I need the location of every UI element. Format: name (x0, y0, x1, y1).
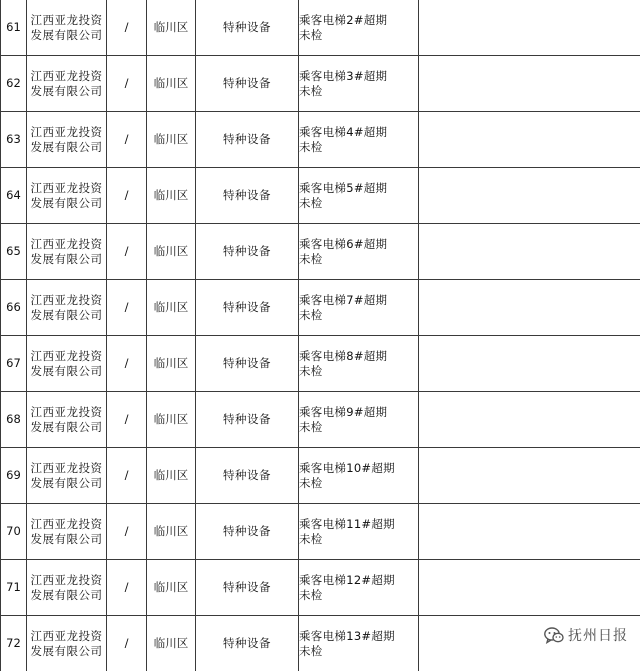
district-cell: 临川区 (147, 504, 196, 560)
company-cell (27, 168, 107, 224)
district-cell: 临川区 (147, 56, 196, 112)
table-row (1, 392, 640, 448)
slash-cell: / (107, 0, 147, 56)
company-name-line: 发展有限公司 (30, 27, 103, 42)
district-cell: 临川区 (147, 0, 196, 56)
empty-cell (419, 392, 640, 448)
row-number-cell: 70 (1, 504, 27, 560)
district-cell: 临川区 (147, 448, 196, 504)
table-row (1, 560, 640, 616)
problem-cell (299, 168, 419, 224)
problem-cell (299, 280, 419, 336)
empty-cell (419, 560, 640, 616)
row-number-cell: 65 (1, 224, 27, 280)
company-name-line: 发展有限公司 (30, 475, 103, 490)
problem-cell (299, 0, 419, 56)
slash-cell: / (107, 616, 147, 671)
company-cell (27, 0, 107, 56)
table-row (1, 280, 640, 336)
company-name-line: 发展有限公司 (30, 139, 103, 154)
company-name-line: 江西亚龙投资 (30, 516, 103, 531)
slash-cell: / (107, 448, 147, 504)
row-number-cell: 69 (1, 448, 27, 504)
empty-cell (419, 0, 640, 56)
category-cell: 特种设备 (196, 224, 299, 280)
slash-cell: / (107, 56, 147, 112)
company-name-line: 江西亚龙投资 (30, 68, 103, 83)
watermark-text: 抚州日报 (568, 627, 628, 643)
problem-cell (299, 504, 419, 560)
problem-text-line: 乘客电梯7#超期 (299, 292, 388, 307)
problem-text-line: 未检 (299, 587, 323, 602)
problem-cell (299, 112, 419, 168)
table-row (1, 504, 640, 560)
row-number-cell: 68 (1, 392, 27, 448)
problem-cell (299, 224, 419, 280)
problem-cell (299, 56, 419, 112)
slash-cell: / (107, 336, 147, 392)
company-cell (27, 504, 107, 560)
problem-cell (299, 560, 419, 616)
category-cell: 特种设备 (196, 112, 299, 168)
problem-text-line: 乘客电梯10#超期 (299, 460, 395, 475)
problem-text-line: 未检 (299, 363, 323, 378)
district-cell: 临川区 (147, 168, 196, 224)
category-cell: 特种设备 (196, 168, 299, 224)
company-name-line: 发展有限公司 (30, 307, 103, 322)
category-cell: 特种设备 (196, 616, 299, 671)
slash-cell: / (107, 224, 147, 280)
problem-text-line: 乘客电梯8#超期 (299, 348, 388, 363)
problem-text-line: 乘客电梯9#超期 (299, 404, 388, 419)
category-cell: 特种设备 (196, 504, 299, 560)
slash-cell: / (107, 560, 147, 616)
problem-text-line: 未检 (299, 643, 323, 658)
watermark (540, 623, 632, 647)
problem-text-line: 乘客电梯2#超期 (299, 12, 388, 27)
problem-cell (299, 448, 419, 504)
company-name-line: 江西亚龙投资 (30, 180, 103, 195)
row-number-cell: 61 (1, 0, 27, 56)
company-cell (27, 224, 107, 280)
category-cell: 特种设备 (196, 280, 299, 336)
category-cell: 特种设备 (196, 0, 299, 56)
company-name-line: 发展有限公司 (30, 419, 103, 434)
category-cell: 特种设备 (196, 56, 299, 112)
company-name-line: 江西亚龙投资 (30, 236, 103, 251)
district-cell: 临川区 (147, 224, 196, 280)
table-row (1, 168, 640, 224)
empty-cell (419, 56, 640, 112)
company-name-line: 发展有限公司 (30, 363, 103, 378)
company-name-line: 江西亚龙投资 (30, 124, 103, 139)
table-row (1, 224, 640, 280)
problem-cell (299, 616, 419, 671)
category-cell: 特种设备 (196, 336, 299, 392)
district-cell: 临川区 (147, 616, 196, 671)
district-cell: 临川区 (147, 336, 196, 392)
problem-text-line: 乘客电梯6#超期 (299, 236, 388, 251)
table-row (1, 56, 640, 112)
problem-text-line: 未检 (299, 475, 323, 490)
district-cell: 临川区 (147, 560, 196, 616)
table-row (1, 0, 640, 56)
problem-text-line: 乘客电梯13#超期 (299, 628, 395, 643)
company-name-line: 江西亚龙投资 (30, 572, 103, 587)
problem-text-line: 未检 (299, 531, 323, 546)
wechat-icon (544, 627, 564, 644)
row-number-cell: 67 (1, 336, 27, 392)
company-cell (27, 112, 107, 168)
company-cell (27, 336, 107, 392)
row-number-cell: 66 (1, 280, 27, 336)
company-cell (27, 280, 107, 336)
slash-cell: / (107, 504, 147, 560)
slash-cell: / (107, 168, 147, 224)
problem-text-line: 未检 (299, 27, 323, 42)
company-name-line: 江西亚龙投资 (30, 348, 103, 363)
slash-cell: / (107, 112, 147, 168)
company-name-line: 发展有限公司 (30, 643, 103, 658)
empty-cell (419, 280, 640, 336)
company-name-line: 发展有限公司 (30, 531, 103, 546)
table-row (1, 448, 640, 504)
company-name-line: 江西亚龙投资 (30, 12, 103, 27)
problem-cell (299, 392, 419, 448)
table-row (1, 112, 640, 168)
problem-text-line: 乘客电梯5#超期 (299, 180, 388, 195)
company-name-line: 江西亚龙投资 (30, 460, 103, 475)
district-cell: 临川区 (147, 112, 196, 168)
slash-cell: / (107, 280, 147, 336)
district-cell: 临川区 (147, 280, 196, 336)
problem-text-line: 未检 (299, 83, 323, 98)
company-cell (27, 56, 107, 112)
company-name-line: 江西亚龙投资 (30, 628, 103, 643)
category-cell: 特种设备 (196, 392, 299, 448)
problem-text-line: 乘客电梯4#超期 (299, 124, 388, 139)
problem-text-line: 乘客电梯11#超期 (299, 516, 395, 531)
row-number-cell: 63 (1, 112, 27, 168)
row-number-cell: 62 (1, 56, 27, 112)
slash-cell: / (107, 392, 147, 448)
company-cell (27, 448, 107, 504)
company-name-line: 江西亚龙投资 (30, 404, 103, 419)
company-name-line: 发展有限公司 (30, 195, 103, 210)
empty-cell (419, 224, 640, 280)
company-name-line: 发展有限公司 (30, 83, 103, 98)
district-cell: 临川区 (147, 392, 196, 448)
empty-cell (419, 504, 640, 560)
row-number-cell: 64 (1, 168, 27, 224)
problem-text-line: 乘客电梯12#超期 (299, 572, 395, 587)
company-cell (27, 560, 107, 616)
problem-text-line: 未检 (299, 419, 323, 434)
problem-text-line: 未检 (299, 195, 323, 210)
empty-cell (419, 336, 640, 392)
empty-cell (419, 168, 640, 224)
company-name-line: 发展有限公司 (30, 251, 103, 266)
company-name-line: 发展有限公司 (30, 587, 103, 602)
row-number-cell: 72 (1, 616, 27, 671)
problem-text-line: 未检 (299, 251, 323, 266)
category-cell: 特种设备 (196, 560, 299, 616)
company-cell (27, 392, 107, 448)
company-name-line: 江西亚龙投资 (30, 292, 103, 307)
category-cell: 特种设备 (196, 448, 299, 504)
table-body (1, 0, 640, 671)
company-cell (27, 616, 107, 671)
problem-text-line: 未检 (299, 139, 323, 154)
problem-text-line: 未检 (299, 307, 323, 322)
row-number-cell: 71 (1, 560, 27, 616)
problem-cell (299, 336, 419, 392)
problem-text-line: 乘客电梯3#超期 (299, 68, 388, 83)
empty-cell (419, 448, 640, 504)
empty-cell (419, 112, 640, 168)
table-row (1, 336, 640, 392)
